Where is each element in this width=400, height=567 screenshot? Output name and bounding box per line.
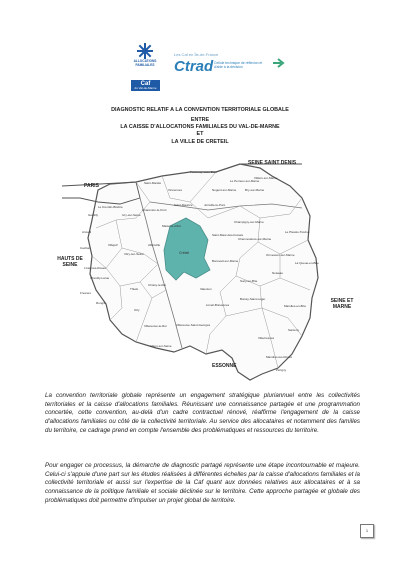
- title-line-2: ENTRE: [190, 117, 210, 123]
- commune-label: Rungis: [96, 301, 106, 305]
- commune-label: Villiers-sur-Marne: [254, 176, 278, 180]
- commune-label: Maisons-Alfort: [162, 224, 182, 228]
- commune-label: Périgny: [276, 368, 287, 372]
- caf-snowflake-icon: [127, 42, 163, 60]
- commune-label: Villeneuve-Saint-Georges: [176, 323, 211, 327]
- commune-label: Chevilly-Larue: [90, 276, 110, 280]
- commune-label: Ormesson-sur-Marne: [266, 253, 295, 257]
- map-outline: [40, 158, 360, 388]
- commune-label: Noiseau: [272, 271, 284, 275]
- commune-label: Chennevières-sur-Marne: [238, 237, 272, 241]
- territory-map: [40, 158, 360, 388]
- commune-label: Joinville-le-Pont: [204, 203, 226, 207]
- region-seine-saint-denis: SEINE SAINT DENIS: [248, 160, 297, 166]
- caf-sub: du Val-de-Marne: [134, 86, 157, 90]
- commune-label: Gentilly: [88, 213, 99, 217]
- ctrad-logo: [174, 52, 294, 82]
- region-seine-et-marne: SEINE ET MARNE: [330, 298, 354, 310]
- title-line-5: LA VILLE DE CRETEIL: [171, 139, 229, 145]
- commune-label: Villecresnes: [258, 336, 275, 340]
- page-number: 1: [360, 524, 374, 538]
- commune-label: Alfortville: [148, 243, 161, 247]
- commune-label: Le Kremlin-Bicêtre: [98, 205, 123, 209]
- region-hauts-de-seine: HAUTS DE SEINE: [57, 256, 83, 268]
- commune-label: Sucy-en-Brie: [240, 279, 258, 283]
- commune-label: Vincennes: [168, 188, 182, 192]
- commune-label: Valenton: [200, 287, 212, 291]
- caf-name: Caf: [140, 81, 151, 87]
- commune-label: Orly: [134, 308, 140, 312]
- commune-creteil: Créteil: [179, 251, 190, 255]
- commune-label: L'Haÿ-les-Roses: [84, 266, 106, 270]
- ctrad-description: Cellule technique de réflexion et d'aide à la décision: [214, 61, 263, 69]
- region-essonne: ESSONNE: [212, 363, 237, 369]
- title-line-1: DIAGNOSTIC RELATIF A LA CONVENTION TERRITORIALE GLOBALE: [111, 107, 289, 113]
- commune-label: Saint-Maur-des-Fossés: [212, 233, 244, 237]
- commune-label: Thiais: [130, 287, 139, 291]
- region-paris: PARIS: [84, 183, 99, 189]
- title-line-3: LA CAISSE D'ALLOCATIONS FAMILIALES DU VAL-DE-MARNE: [120, 124, 280, 130]
- commune-label: La Queue-en-Brie: [295, 261, 319, 265]
- commune-label: Santeny: [288, 328, 300, 332]
- commune-label: Charenton-le-Pont: [142, 208, 167, 212]
- commune-label: Saint-Maurice: [174, 203, 193, 207]
- commune-label: Villeneuve-le-Roi: [144, 324, 167, 328]
- commune-label: Champigny-sur-Marne: [234, 220, 264, 224]
- commune-label: Villejuif: [108, 243, 118, 247]
- caf-logo: [127, 42, 163, 80]
- commune-label: Fontenay-sous-Bois: [190, 170, 217, 174]
- commune-label: Ablon-sur-Seine: [150, 344, 172, 348]
- commune-label: Cachan: [80, 246, 91, 250]
- process-paragraph: Pour engager ce processus, la démarche de diagnostic partagé représente une étape incontournable et majeure. Celui-ci s'appuie d'une part sur les études réalisées à différentes échelles par la caisse d'allocations familiales et la collectivité territoriale et aussi sur l'expertise de la Caf quant aux données relatives aux allocataires et à sa connaissance de la politique familiale et sociale déclinée sur le territoire. Cette approche partagée et globale des problématiques doit permettre d'impulser un projet global de territoire.: [45, 462, 360, 504]
- commune-label: Le Plessis-Trévise: [285, 230, 310, 234]
- caf-brand-text: ALLOCATIONS FAMILIALES: [133, 59, 157, 67]
- commune-label: Mandres-les-Roses: [266, 355, 293, 359]
- ctrad-top-text: Les Caf en Île-de-France: [174, 52, 219, 57]
- commune-label: Bonneuil-sur-Marne: [212, 259, 239, 263]
- commune-label: Choisy-le-Roi: [148, 283, 167, 287]
- commune-label: Bry-sur-Marne: [245, 188, 265, 192]
- commune-label: Le Perreux-sur-Marne: [230, 179, 260, 183]
- commune-label: Fresnes: [80, 291, 91, 295]
- commune-label: Ivry-sur-Seine: [122, 213, 141, 217]
- caf-badge: [131, 80, 160, 91]
- commune-label: Saint-Mandé: [144, 181, 162, 185]
- ctrad-wordmark: Ctrad: [174, 58, 214, 75]
- ctrad-arrow-icon: [272, 58, 286, 68]
- commune-label: Boissy-Saint-Léger: [240, 297, 266, 301]
- intro-paragraph: La convention territoriale globale représente un engagement stratégique pluriannuel entre les collectivités territoriales et la caisse d'allocations familiales. Réunissant une connaissance partagée et une programmation concertée, cette convention, au-delà d'un cadre contractuel rénové, réaffirme l'engagement de la caisse d'allocations familiales ou côté de la collectivité territoriale. Au service des allocataires et notamment des familles du territoire, ce cadrage prend en compte l'ensemble des problématiques et ressources du territoire.: [45, 392, 360, 434]
- commune-label: Vitry-sur-Seine: [124, 252, 144, 256]
- commune-label: Limeil-Brévannes: [206, 303, 230, 307]
- commune-label: Nogent-sur-Marne: [212, 188, 237, 192]
- title-line-4: ET: [196, 131, 204, 137]
- commune-label: Marolles-en-Brie: [284, 304, 307, 308]
- commune-label: Arcueil: [82, 230, 92, 234]
